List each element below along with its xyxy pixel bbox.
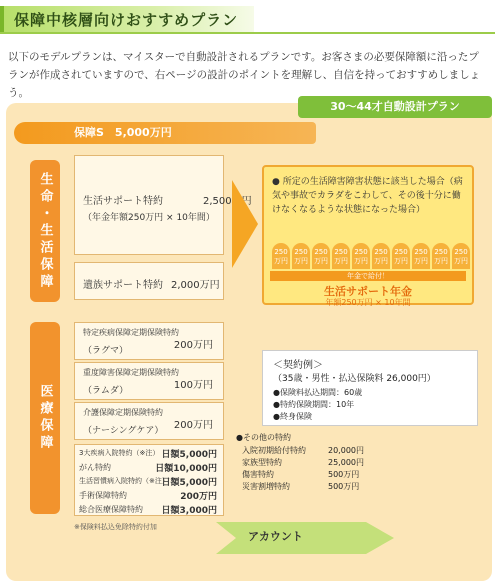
hospital-box (74, 444, 224, 516)
other-item-amount: 500万円 (328, 482, 360, 491)
hospital-item-amount: 日額5,000円 (161, 478, 217, 488)
hospital-item-name: 生活習慣病入院特約（※注） (79, 477, 169, 485)
other-item-amount: 25,000円 (328, 458, 364, 467)
hospital-item-name: がん特約 (79, 463, 111, 472)
life-item-sub: （年金年額250万円 × 10年間） (83, 213, 215, 223)
example-sub: （35歳・男性・払込保険料 26,000円） (273, 374, 436, 384)
medical-item-sub: （ラグマ） (83, 346, 129, 356)
example-title: ＜契約例＞ (273, 360, 323, 371)
arch-label: 250万円 (272, 243, 290, 269)
medical-item-amount: 100万円 (173, 380, 213, 391)
life-item-name: 遺族サポート特約 (83, 280, 163, 291)
section-label-medical: 医療保障 (30, 322, 60, 514)
medical-item-1 (74, 322, 224, 360)
life-item-1 (74, 155, 252, 255)
medical-item-name: 特定疾病保障定期保険特約 (83, 328, 179, 337)
medical-item-amount: 200万円 (173, 340, 213, 351)
plan-tag: 30〜44才自動設計プラン (298, 96, 492, 118)
other-item-name: 傷害特約 (242, 470, 274, 479)
pension-sub: 年額250万円 × 10年間 (325, 298, 411, 307)
other-item-name: 家族型特約 (242, 458, 282, 467)
title-rule (0, 32, 495, 34)
example-line: ●保険料払込期間：60歳 (273, 388, 363, 397)
life-item-2 (74, 262, 224, 300)
example-contract-box (262, 350, 478, 426)
arch-label: 250万円 (452, 243, 470, 269)
hospital-item-amount: 日額5,000円 (161, 450, 217, 460)
total-coverage-bar: 保障S 5,000万円 (14, 122, 316, 144)
arch-label: 250万円 (352, 243, 370, 269)
intro-text: 以下のモデルプランは、マイスターで自動設計されるプランです。お客さまの必要保障額に沿ったプランが作成されていますので、右ページの設計のポイントを理解し、自信を持っておすすめしましょう。 (8, 51, 481, 99)
others-title: ●その他の特約 (236, 433, 291, 442)
arch-label: 250万円 (392, 243, 410, 269)
other-item-name: 災害割増特約 (242, 482, 290, 491)
hospital-item-amount: 200万円 (180, 492, 217, 502)
arch-label: 250万円 (292, 243, 310, 269)
life-item-amount: 2,000万円 (171, 280, 220, 291)
arch-label: 250万円 (372, 243, 390, 269)
page-header (0, 0, 495, 36)
medical-item-amount: 200万円 (173, 420, 213, 431)
page-title: 保障中核層向けおすすめプラン (14, 11, 239, 29)
hospital-item-amount: 日額10,000円 (155, 464, 217, 474)
medical-item-sub: （ラムダ） (83, 386, 129, 396)
other-item-name: 入院初期給付特約 (242, 446, 306, 455)
medical-item-3 (74, 402, 224, 440)
medical-item-2 (74, 362, 224, 400)
section-label-life: 生命・生活保障 (30, 160, 60, 302)
arch-label: 250万円 (412, 243, 430, 269)
pension-name: 生活サポート年金 (324, 285, 412, 298)
other-item-amount: 20,000円 (328, 446, 364, 455)
arrow-right-icon (232, 180, 258, 268)
hospital-item-name: 総合医療保障特約 (79, 505, 143, 514)
arch-label: 250万円 (432, 243, 450, 269)
hospital-item-name: 3大疾病入院特約（※注） (79, 449, 160, 457)
arch-label: 250万円 (332, 243, 350, 269)
pension-band: 年金で給付！ (270, 271, 466, 281)
example-line: ●特約保険期間：10年 (273, 400, 355, 409)
medical-item-name: 重度障害保障定期保険特約 (83, 368, 179, 377)
pension-box (262, 165, 474, 305)
life-item-name: 生活サポート特約 (83, 196, 163, 207)
arch-label: 250万円 (312, 243, 330, 269)
medical-item-name: 介護保障定期保険特約 (83, 408, 163, 417)
account-arrow-icon (216, 516, 394, 560)
life-item-amount: 2,500万円 (203, 196, 252, 207)
other-item-amount: 500万円 (328, 470, 360, 479)
account-label: アカウント (248, 530, 303, 543)
pension-note: ● 所定の生活障害障害状態に該当した場合（病気や事故でカラダをこわして、その後十分に働けなくなるような状態になった場合） (272, 177, 463, 215)
hospital-item-name: 手術保障特約 (79, 491, 127, 500)
hospital-item-amount: 日額3,000円 (161, 506, 217, 516)
medical-item-sub: （ナーシングケア） (83, 426, 164, 436)
example-line: ●終身保険 (273, 412, 312, 421)
footnote: ※保険料払込免除特約付加 (74, 523, 157, 531)
